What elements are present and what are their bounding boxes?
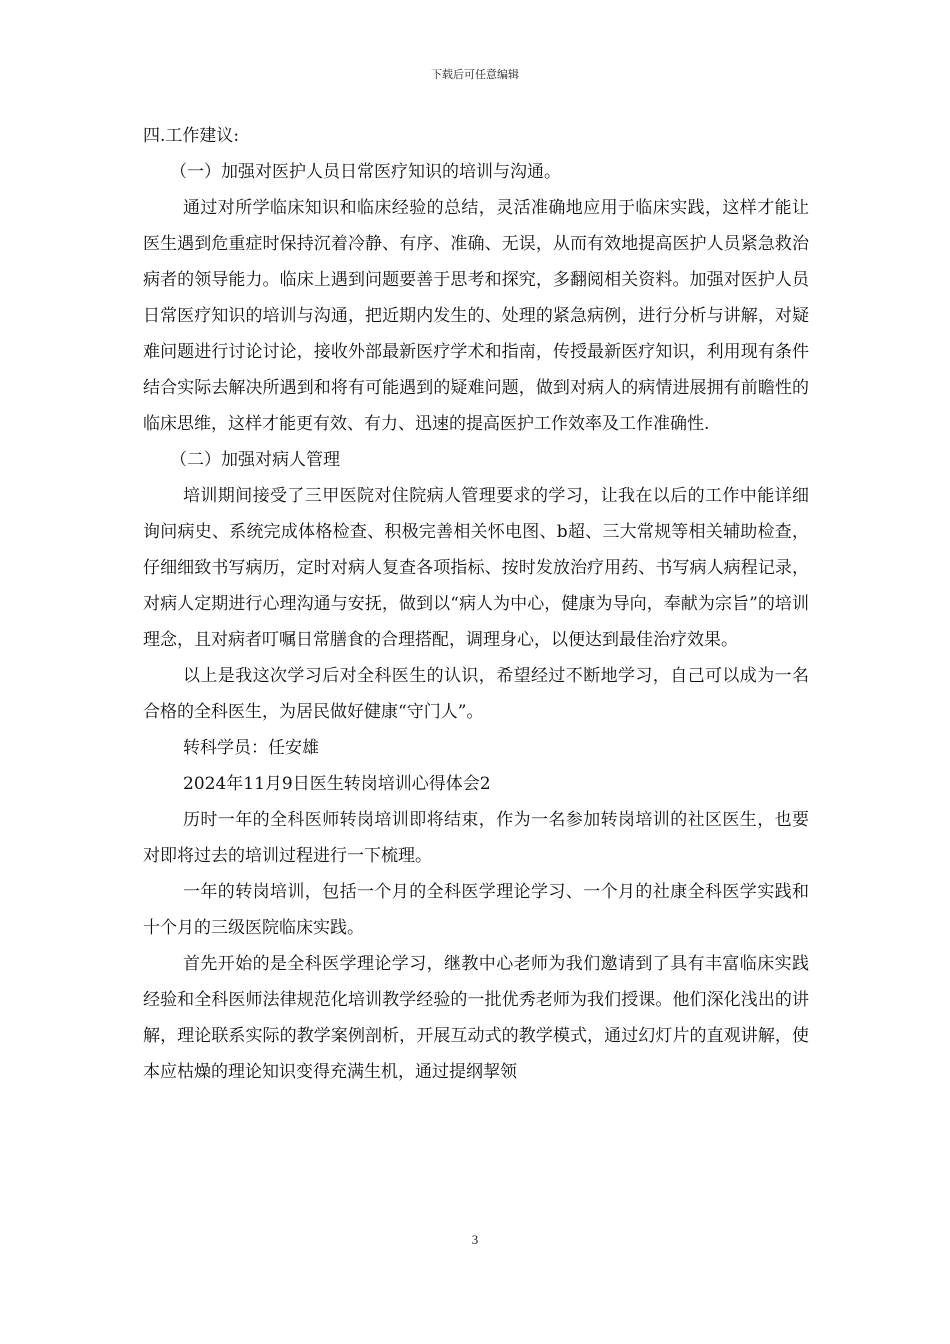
page-header: 下载后可任意编辑 bbox=[431, 68, 519, 81]
section-heading: 四.工作建议: bbox=[143, 126, 240, 146]
paragraph: 首先开始的是全科医学理论学习，继教中心老师为我们邀请到了具有丰富临床实践经验和全科医师法律规范化培训教学经验的一批优秀老师为我们授课。他们深化浅出的讲解，理论联系实际的教学案例剖析，开展互动式的教学模式，通过幻灯片的直观讲解，使本应枯燥的理论知识变得充满生机，通过提纲挈领 bbox=[143, 954, 809, 1082]
paragraph: 历时一年的全科医师转岗培训即将结束，作为一名参加转岗培训的社区医生，也要对即将过去的培训过程进行一下梳理。 bbox=[143, 810, 809, 866]
signature-line: 转科学员：任安雄 bbox=[183, 738, 319, 758]
page-number: 3 bbox=[471, 1232, 479, 1247]
document-body bbox=[143, 118, 809, 1090]
subsection-heading: （一）加强对医护人员日常医疗知识的培训与沟通。 bbox=[170, 162, 561, 182]
subsection-heading: （二）加强对病人管理 bbox=[170, 450, 340, 470]
paragraph: 以上是我这次学习后对全科医生的认识，希望经过不断地学习，自己可以成为一名合格的全科医生，为居民做好健康“守门人”。 bbox=[143, 666, 809, 722]
paragraph: 通过对所学临床知识和临床经验的总结，灵活准确地应用于临床实践，这样才能让医生遇到危重症时保持沉着冷静、有序、准确、无误，从而有效地提高医护人员紧急救治病者的领导能力。临床上遇到问题要善于思考和探究，多翻阅相关资料。加强对医护人员日常医疗知识的培训与沟通，把近期内发生的、处理的紧急病例，进行分析与讲解，对疑难问题进行讨论讨论，接收外部最新医疗学术和指南，传授最新医疗知识，利用现有条件结合实际去解决所遇到和将有可能遇到的疑难问题，做到对病人的病情进展拥有前瞻性的临床思维，这样才能更有效、有力、迅速的提高医护工作效率及工作准确性. bbox=[143, 198, 809, 434]
paragraph: 一年的转岗培训，包括一个月的全科医学理论学习、一个月的社康全科医学实践和十个月的三级医院临床实践。 bbox=[143, 882, 809, 938]
date-title-line: 2024年11月9日医生转岗培训心得体会2 bbox=[183, 774, 491, 794]
paragraph: 培训期间接受了三甲医院对住院病人管理要求的学习，让我在以后的工作中能详细询问病史、系统完成体格检查、积极完善相关怀电图、b超、三大常规等相关辅助检查，仔细细致书写病历，定时对病人复查各项指标、按时发放治疗用药、书写病人病程记录，对病人定期进行心理沟通与安抚，做到以“病人为中心，健康为导向，奉献为宗旨”的培训理念，且对病者叮嘱日常膳食的合理搭配，调理身心，以便达到最佳治疗效果。 bbox=[143, 486, 809, 650]
